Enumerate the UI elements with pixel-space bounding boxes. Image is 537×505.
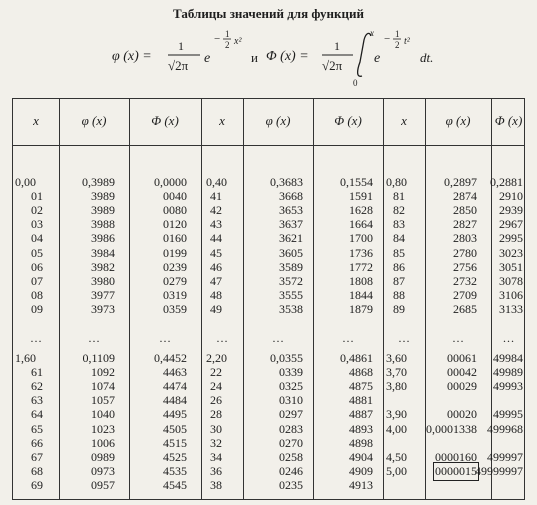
table-cell: 09 bbox=[31, 301, 43, 316]
table-cell: 00029 bbox=[447, 379, 477, 394]
ellipsis: … bbox=[159, 331, 171, 345]
table-cell: 0973 bbox=[91, 463, 115, 478]
table-cell: 0,80 bbox=[386, 175, 407, 189]
ellipsis: … bbox=[272, 331, 284, 345]
ellipsis: … bbox=[30, 331, 42, 345]
table-cell: 82 bbox=[393, 203, 405, 218]
table-cell: 3023 bbox=[499, 245, 523, 260]
table-cell: 3982 bbox=[91, 259, 115, 274]
table-cell: 3621 bbox=[279, 231, 303, 246]
table-cell: 1023 bbox=[91, 421, 115, 436]
values-table bbox=[12, 98, 525, 500]
table-cell: 0,3683 bbox=[270, 175, 303, 189]
header-divider bbox=[13, 145, 524, 146]
table-cell: 1591 bbox=[349, 189, 373, 204]
table-cell: 499968 bbox=[487, 421, 523, 436]
table-cell: 67 bbox=[31, 449, 43, 464]
table-cell: 00061 bbox=[447, 351, 477, 365]
table-cell: 3572 bbox=[279, 273, 303, 288]
table-cell: 1808 bbox=[349, 273, 373, 288]
table-cell: 88 bbox=[393, 287, 405, 302]
column-divider bbox=[313, 99, 314, 499]
table-cell: 63 bbox=[31, 393, 43, 408]
table-cell: 2732 bbox=[453, 273, 477, 288]
column-header: φ (x) bbox=[265, 113, 291, 128]
table-cell: 4,50 bbox=[386, 449, 407, 464]
table-cell: 4505 bbox=[163, 421, 187, 436]
table-cell: 3980 bbox=[91, 273, 115, 288]
table-cell: 0000160 bbox=[435, 449, 477, 464]
table-cell: 0,40 bbox=[206, 175, 227, 189]
table-cell: 4474 bbox=[163, 379, 187, 394]
Phi-e: e bbox=[374, 51, 381, 66]
column-header: φ (x) bbox=[445, 113, 471, 128]
phi-exp-den: 2 bbox=[225, 40, 230, 50]
table-cell: 2756 bbox=[453, 259, 477, 274]
table-cell: 2,20 bbox=[206, 351, 227, 365]
table-cell: 3989 bbox=[91, 189, 115, 204]
table-cell: 0279 bbox=[163, 273, 187, 288]
table-cell: 0359 bbox=[163, 301, 187, 316]
table-cell: 1057 bbox=[91, 393, 115, 408]
table-cell: 1040 bbox=[91, 407, 115, 422]
dt: dt. bbox=[420, 50, 434, 65]
table-cell: 3538 bbox=[279, 301, 303, 316]
table-cell: 00042 bbox=[447, 365, 477, 380]
table-cell: 3,60 bbox=[386, 351, 407, 365]
table-cell: 49995 bbox=[493, 407, 523, 422]
table-cell: 38 bbox=[210, 477, 222, 492]
table-cell: 66 bbox=[31, 435, 43, 450]
table-cell: 1844 bbox=[349, 287, 373, 302]
table-cell: 3133 bbox=[499, 301, 523, 316]
table-cell: 3988 bbox=[91, 217, 115, 232]
table-cell: 3051 bbox=[499, 259, 523, 274]
table-cell: 2910 bbox=[499, 189, 523, 204]
table-cell: 2939 bbox=[499, 203, 523, 218]
table-cell: 3989 bbox=[91, 203, 115, 218]
ellipsis: … bbox=[216, 331, 228, 345]
table-cell: 28 bbox=[210, 407, 222, 422]
table-cell: 1006 bbox=[91, 435, 115, 450]
table-cell: 2967 bbox=[499, 217, 523, 232]
table-cell: 0,1109 bbox=[82, 351, 115, 365]
Phi-exp-minus: − bbox=[384, 33, 391, 45]
table-cell: 1700 bbox=[349, 231, 373, 246]
table-cell: 04 bbox=[31, 231, 43, 246]
table-cell: 1092 bbox=[91, 365, 115, 380]
table-cell: 0319 bbox=[163, 287, 187, 302]
table-cell: 4868 bbox=[349, 365, 373, 380]
table-cell: 22 bbox=[210, 365, 222, 380]
formula-block bbox=[0, 26, 537, 92]
table-cell: 499997 bbox=[487, 449, 523, 464]
table-cell: 0258 bbox=[279, 449, 303, 464]
table-cell: 85 bbox=[393, 245, 405, 260]
table-cell: 4893 bbox=[349, 421, 373, 436]
table-cell: 83 bbox=[393, 217, 405, 232]
phi-e: e bbox=[204, 51, 211, 66]
table-cell: 81 bbox=[393, 189, 405, 204]
table-cell: 4,00 bbox=[386, 421, 407, 436]
column-divider bbox=[59, 99, 60, 499]
table-cell: 0,4452 bbox=[154, 351, 187, 365]
table-cell: 3555 bbox=[279, 287, 303, 302]
table-cell: 0283 bbox=[279, 421, 303, 436]
table-cell: 3,70 bbox=[386, 365, 407, 380]
table-cell: 42 bbox=[210, 203, 222, 218]
table-cell: 49993 bbox=[493, 379, 523, 394]
table-cell: 0,1554 bbox=[340, 175, 373, 189]
phi-lhs: φ (x) = bbox=[112, 49, 152, 64]
column-divider bbox=[201, 99, 202, 499]
table-cell: 0270 bbox=[279, 435, 303, 450]
table-cell: 0000015 bbox=[435, 463, 477, 478]
Phi-lhs: Φ (x) = bbox=[266, 49, 309, 64]
column-header: x bbox=[401, 113, 407, 128]
table-cell: 2803 bbox=[453, 231, 477, 246]
table-cell: 01 bbox=[31, 189, 43, 204]
integral-lower: 0 bbox=[353, 78, 358, 88]
table-cell: 4913 bbox=[349, 477, 373, 492]
table-cell: 4898 bbox=[349, 435, 373, 450]
table-cell: 0,00 bbox=[15, 175, 36, 189]
table-cell: 86 bbox=[393, 259, 405, 274]
phi-sqrt: √2π bbox=[168, 58, 189, 73]
column-divider bbox=[491, 99, 492, 499]
ellipsis: … bbox=[342, 331, 354, 345]
table-cell: 3986 bbox=[91, 231, 115, 246]
table-cell: 3977 bbox=[91, 287, 115, 302]
table-cell: 2709 bbox=[453, 287, 477, 302]
table-cell: 3589 bbox=[279, 259, 303, 274]
table-cell: 1074 bbox=[91, 379, 115, 394]
ellipsis: … bbox=[88, 331, 100, 345]
ellipsis: … bbox=[452, 331, 464, 345]
Phi-exp-den: 2 bbox=[395, 40, 400, 50]
table-cell: 65 bbox=[31, 421, 43, 436]
column-header: Φ (x) bbox=[494, 113, 523, 128]
table-cell: 49989 bbox=[493, 365, 523, 380]
table-cell: 3973 bbox=[91, 301, 115, 316]
table-cell: 07 bbox=[31, 273, 43, 288]
table-cell: 1628 bbox=[349, 203, 373, 218]
table-cell: 4904 bbox=[349, 449, 373, 464]
table-cell: 4515 bbox=[163, 435, 187, 450]
table-cell: 49999997 bbox=[475, 463, 523, 478]
table-cell: 2827 bbox=[453, 217, 477, 232]
table-cell: 62 bbox=[31, 379, 43, 394]
table-cell: 3984 bbox=[91, 245, 115, 260]
table-cell: 0989 bbox=[91, 449, 115, 464]
table-cell: 44 bbox=[210, 231, 222, 246]
table-cell: 0160 bbox=[163, 231, 187, 246]
table-cell: 0,4861 bbox=[340, 351, 373, 365]
table-cell: 3106 bbox=[499, 287, 523, 302]
table-cell: 0246 bbox=[279, 463, 303, 478]
table-cell: 4545 bbox=[163, 477, 187, 492]
column-header: Φ (x) bbox=[334, 113, 362, 128]
table-cell: 0040 bbox=[163, 189, 187, 204]
table-cell: 84 bbox=[393, 231, 405, 246]
table-cell: 68 bbox=[31, 463, 43, 478]
table-cell: 3668 bbox=[279, 189, 303, 204]
table-cell: 3078 bbox=[499, 273, 523, 288]
table-cell: 45 bbox=[210, 245, 222, 260]
table-cell: 24 bbox=[210, 379, 222, 394]
table-cell: 43 bbox=[210, 217, 222, 232]
Phi-sqrt: √2π bbox=[322, 58, 343, 73]
page-title: Таблицы значений для функций bbox=[173, 6, 364, 21]
table-cell: 05 bbox=[31, 245, 43, 260]
table-cell: 4887 bbox=[349, 407, 373, 422]
table-cell: 4875 bbox=[349, 379, 373, 394]
Phi-exp-num: 1 bbox=[395, 29, 400, 39]
table-cell: 89 bbox=[393, 301, 405, 316]
table-cell: 0080 bbox=[163, 203, 187, 218]
table-cell: 0120 bbox=[163, 217, 187, 232]
table-cell: 36 bbox=[210, 463, 222, 478]
table-cell: 2874 bbox=[453, 189, 477, 204]
phi-exp-var: x² bbox=[234, 36, 242, 47]
table-cell: 61 bbox=[31, 365, 43, 380]
table-cell: 4463 bbox=[163, 365, 187, 380]
column-header: φ (x) bbox=[81, 113, 107, 128]
table-cell: 49984 bbox=[493, 351, 523, 365]
ellipsis: … bbox=[502, 331, 515, 345]
table-cell: 3,80 bbox=[386, 379, 407, 394]
table-cell: 1664 bbox=[349, 217, 373, 232]
column-header: x bbox=[219, 113, 225, 128]
table-cell: 0,2881 bbox=[490, 175, 523, 189]
phi-one: 1 bbox=[178, 39, 184, 53]
column-divider bbox=[243, 99, 244, 499]
table-cell: 48 bbox=[210, 287, 222, 302]
table-cell: 4881 bbox=[349, 393, 373, 408]
and-word: и bbox=[251, 50, 258, 65]
table-cell: 0325 bbox=[279, 379, 303, 394]
table-cell: 03 bbox=[31, 217, 43, 232]
table-cell: 0199 bbox=[163, 245, 187, 260]
table-cell: 2995 bbox=[499, 231, 523, 246]
table-cell: 0297 bbox=[279, 407, 303, 422]
table-cell: 3,90 bbox=[386, 407, 407, 422]
ellipsis: … bbox=[398, 331, 410, 345]
table-cell: 34 bbox=[210, 449, 222, 464]
table-cell: 0,2897 bbox=[444, 175, 477, 189]
table-cell: 1736 bbox=[349, 245, 373, 260]
table-cell: 08 bbox=[31, 287, 43, 302]
table-cell: 26 bbox=[210, 393, 222, 408]
table-cell: 3653 bbox=[279, 203, 303, 218]
table-cell: 06 bbox=[31, 259, 43, 274]
table-cell: 00020 bbox=[447, 407, 477, 422]
table-cell: 0239 bbox=[163, 259, 187, 274]
table-cell: 0,3989 bbox=[82, 175, 115, 189]
Phi-one: 1 bbox=[334, 39, 340, 53]
table-cell: 02 bbox=[31, 203, 43, 218]
table-cell: 2780 bbox=[453, 245, 477, 260]
Phi-exp-var: t² bbox=[404, 36, 410, 47]
table-cell: 0310 bbox=[279, 393, 303, 408]
table-cell: 1879 bbox=[349, 301, 373, 316]
table-cell: 64 bbox=[31, 407, 43, 422]
table-cell: 69 bbox=[31, 477, 43, 492]
table-cell: 0,0000 bbox=[154, 175, 187, 189]
table-cell: 87 bbox=[393, 273, 405, 288]
table-cell: 47 bbox=[210, 273, 222, 288]
table-cell: 49 bbox=[210, 301, 222, 316]
phi-exp-minus: − bbox=[214, 33, 221, 45]
phi-exp-num: 1 bbox=[225, 29, 230, 39]
table-cell: 1,60 bbox=[15, 351, 36, 365]
table-cell: 3605 bbox=[279, 245, 303, 260]
table-cell: 41 bbox=[210, 189, 222, 204]
column-divider bbox=[383, 99, 384, 499]
table-cell: 2685 bbox=[453, 301, 477, 316]
table-cell: 4535 bbox=[163, 463, 187, 478]
column-header: x bbox=[33, 113, 39, 128]
integral-sign bbox=[358, 33, 371, 76]
table-cell: 4495 bbox=[163, 407, 187, 422]
table-cell: 46 bbox=[210, 259, 222, 274]
column-divider bbox=[425, 99, 426, 499]
column-header: Φ (x) bbox=[151, 113, 179, 128]
integral-upper: x bbox=[370, 28, 374, 38]
table-cell: 0,0355 bbox=[270, 351, 303, 365]
table-cell: 4909 bbox=[349, 463, 373, 478]
column-divider bbox=[129, 99, 130, 499]
table-cell: 30 bbox=[210, 421, 222, 436]
table-cell: 4484 bbox=[163, 393, 187, 408]
table-cell: 32 bbox=[210, 435, 222, 450]
table-cell: 1772 bbox=[349, 259, 373, 274]
table-cell: 0,0001338 bbox=[426, 421, 477, 436]
table-cell: 4525 bbox=[163, 449, 187, 464]
table-cell: 0957 bbox=[91, 477, 115, 492]
table-cell: 2850 bbox=[453, 203, 477, 218]
table-cell: 0339 bbox=[279, 365, 303, 380]
table-cell: 0235 bbox=[279, 477, 303, 492]
table-cell: 3637 bbox=[279, 217, 303, 232]
table-cell: 5,00 bbox=[386, 463, 407, 478]
